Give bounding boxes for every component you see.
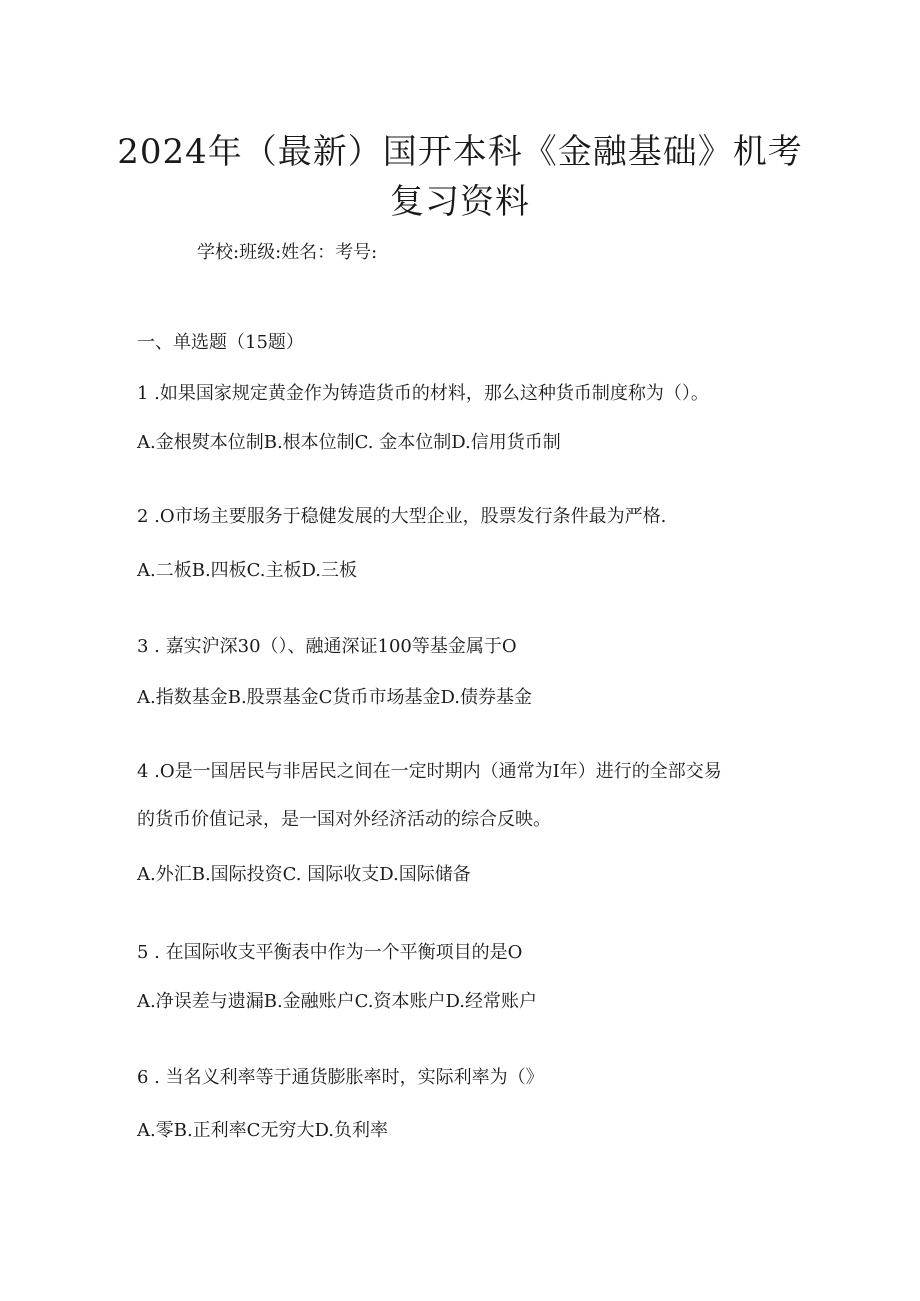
section-heading: 一、单选题（15题） [137, 332, 304, 353]
question-2-options: A.二板B.四板C.主板D.三板 [137, 560, 358, 581]
question-5-text: 5 . 在国际收支平衡表中作为一个平衡项目的是O [137, 942, 523, 963]
question-3-text: 3 . 嘉实沪深30（）、融通深证100等基金属于O [137, 636, 517, 657]
document-title-line-2: 复习资料 [390, 182, 530, 222]
question-3-options: A.指数基金B.股票基金C货币市场基金D.债券基金 [137, 687, 532, 708]
question-5-options: A.净误差与遗漏B.金融账户C.资本账户D.经常账户 [137, 991, 538, 1012]
question-4-options: A.外汇B.国际投资C. 国际收支D.国际储备 [137, 864, 471, 885]
document-title-line-1: 2024年（最新）国开本科《金融基础》机考 [117, 132, 803, 172]
question-2-text: 2 .O市场主要服务于稳健发展的大型企业，股票发行条件最为严格. [137, 506, 667, 527]
student-info-line: 学校:班级:姓名：考号: [197, 242, 378, 263]
question-4-text-line-2: 的货币价值记录，是一国对外经济活动的综合反映。 [137, 809, 551, 830]
question-1-text: 1 .如果国家规定黄金作为铸造货币的材料，那么这种货币制度称为（）。 [137, 383, 709, 404]
question-6-text: 6 . 当名义利率等于通货膨胀率时，实际利率为（》 [137, 1067, 544, 1088]
question-6-options: A.零B.正利率C无穷大D.负利率 [137, 1120, 388, 1141]
question-4-text-line-1: 4 .O是一国居民与非居民之间在一定时期内（通常为I年）进行的全部交易 [137, 761, 722, 782]
question-1-options: A.金根熨本位制B.根本位制C. 金本位制D.信用货币制 [137, 432, 561, 453]
